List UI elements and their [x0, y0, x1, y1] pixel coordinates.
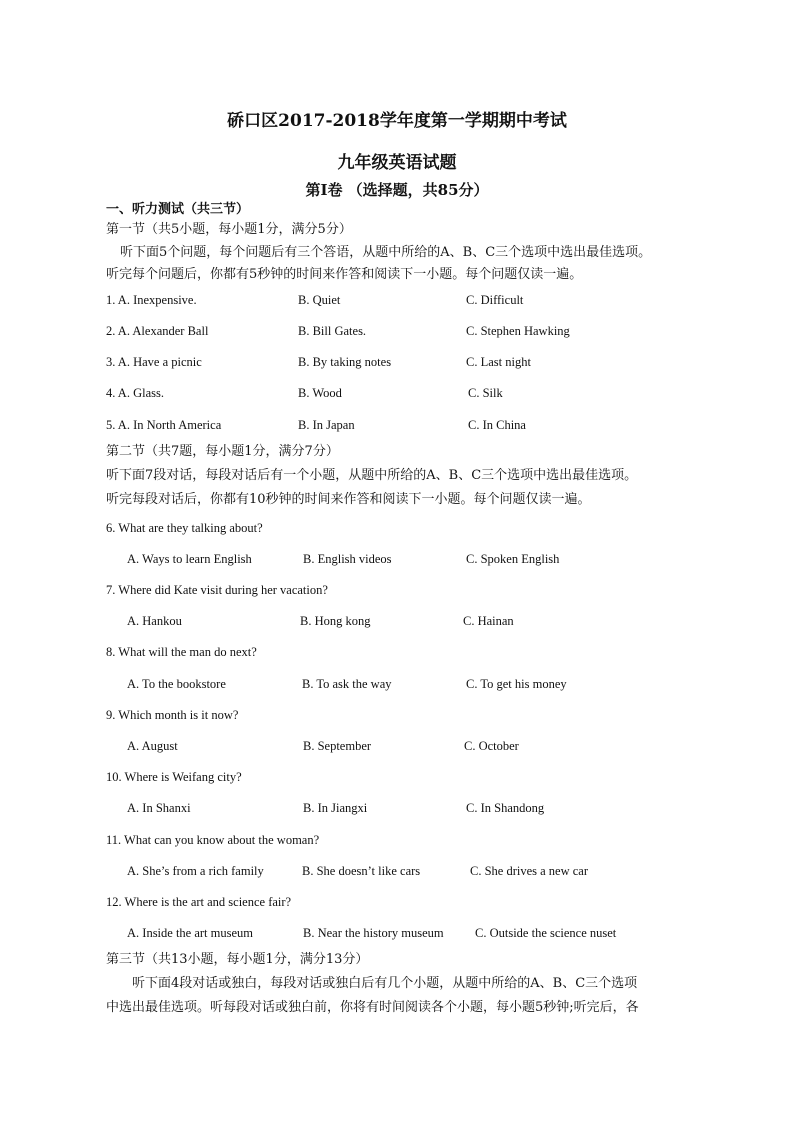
- q1-option-b: B. Quiet: [298, 293, 341, 307]
- q2-option-a: 2. A. Alexander Ball: [106, 324, 209, 338]
- q10-option-b: B. In Jiangxi: [303, 801, 368, 815]
- q5-option-c: C. In China: [468, 418, 526, 432]
- q3-option-c: C. Last night: [466, 355, 531, 369]
- q7-option-c: C. Hainan: [463, 614, 514, 628]
- q1-option-a: 1. A. Inexpensive.: [106, 293, 197, 307]
- q6-question: 6. What are they talking about?: [106, 521, 263, 535]
- q6-option-a: A. Ways to learn English: [127, 552, 252, 566]
- q12-option-b: B. Near the history museum: [303, 926, 444, 940]
- exam-title: 硚口区2017-2018学年度第一学期期中考试: [227, 111, 567, 131]
- q11-question: 11. What can you know about the woman?: [106, 833, 320, 847]
- q5-option-a: 5. A. In North America: [106, 418, 222, 432]
- q9-option-a: A. August: [127, 739, 178, 753]
- q11-option-b: B. She doesn’t like cars: [302, 864, 421, 878]
- q2-option-b: B. Bill Gates.: [298, 324, 367, 338]
- q8-question: 8. What will the man do next?: [106, 645, 257, 659]
- part3-instruction-1: 听下面4段对话或独白，每段对话或独白后有几个小题，从题中所给的A、B、C三个选项: [132, 976, 638, 991]
- q10-option-a: A. In Shanxi: [127, 801, 191, 815]
- q6-option-b: B. English videos: [303, 552, 392, 566]
- q11-option-c: C. She drives a new car: [470, 864, 589, 878]
- exam-subtitle: 九年级英语试题: [337, 153, 457, 173]
- q4-option-b: B. Wood: [298, 386, 342, 400]
- q4-option-c: C. Silk: [468, 386, 503, 400]
- part2-instruction-2: 听完每段对话后，你都有10秒钟的时间来作答和阅读下一小题。每个问题仅读一遍。: [106, 492, 591, 507]
- q2-option-c: C. Stephen Hawking: [466, 324, 570, 338]
- q12-option-c: C. Outside the science nuset: [475, 926, 617, 940]
- part1-instruction-1: 听下面5个问题，每个问题后有三个答语，从题中所给的A、B、C三个选项中选出最佳选项。: [120, 245, 652, 260]
- q3-option-a: 3. A. Have a picnic: [106, 355, 202, 369]
- part3-header: 第三节（共13小题，每小题1分，满分13分）: [106, 952, 369, 967]
- q12-option-a: A. Inside the art museum: [127, 926, 254, 940]
- q8-option-a: A. To the bookstore: [127, 677, 226, 691]
- q12-question: 12. Where is the art and science fair?: [106, 895, 292, 909]
- part1-header: 第一节（共5小题，每小题1分，满分5分）: [106, 222, 352, 237]
- part3-instruction-2: 中选出最佳选项。听每段对话或独白前，你将有时间阅读各个小题，每小题5秒钟;听完后，各: [106, 1000, 639, 1015]
- q11-option-a: A. She’s from a rich family: [127, 864, 264, 878]
- q8-option-b: B. To ask the way: [302, 677, 392, 691]
- q4-option-a: 4. A. Glass.: [106, 386, 164, 400]
- q9-option-c: C. October: [464, 739, 519, 753]
- q10-question: 10. Where is Weifang city?: [106, 770, 242, 784]
- q7-question: 7. Where did Kate visit during her vacation?: [106, 583, 328, 597]
- q7-option-a: A. Hankou: [127, 614, 182, 628]
- q7-option-b: B. Hong kong: [300, 614, 371, 628]
- q10-option-c: C. In Shandong: [466, 801, 545, 815]
- part2-instruction-1: 听下面7段对话，每段对话后有一个小题，从题中所给的A、B、C三个选项中选出最佳选项。: [106, 468, 638, 483]
- q3-option-b: B. By taking notes: [298, 355, 392, 369]
- q9-question: 9. Which month is it now?: [106, 708, 239, 722]
- part2-header: 第二节（共7题，每小题1分，满分7分）: [106, 444, 339, 459]
- q8-option-c: C. To get his money: [466, 677, 567, 691]
- q1-option-c: C. Difficult: [466, 293, 524, 307]
- q5-option-b: B. In Japan: [298, 418, 355, 432]
- q6-option-c: C. Spoken English: [466, 552, 560, 566]
- volume-heading: 第Ⅰ卷 （选择题，共85分）: [305, 181, 489, 199]
- q9-option-b: B. September: [303, 739, 372, 753]
- part1-instruction-2: 听完每个问题后，你都有5秒钟的时间来作答和阅读下一小题。每个问题仅读一遍。: [106, 267, 583, 282]
- section-heading: 一、听力测试（共三节）: [106, 202, 250, 217]
